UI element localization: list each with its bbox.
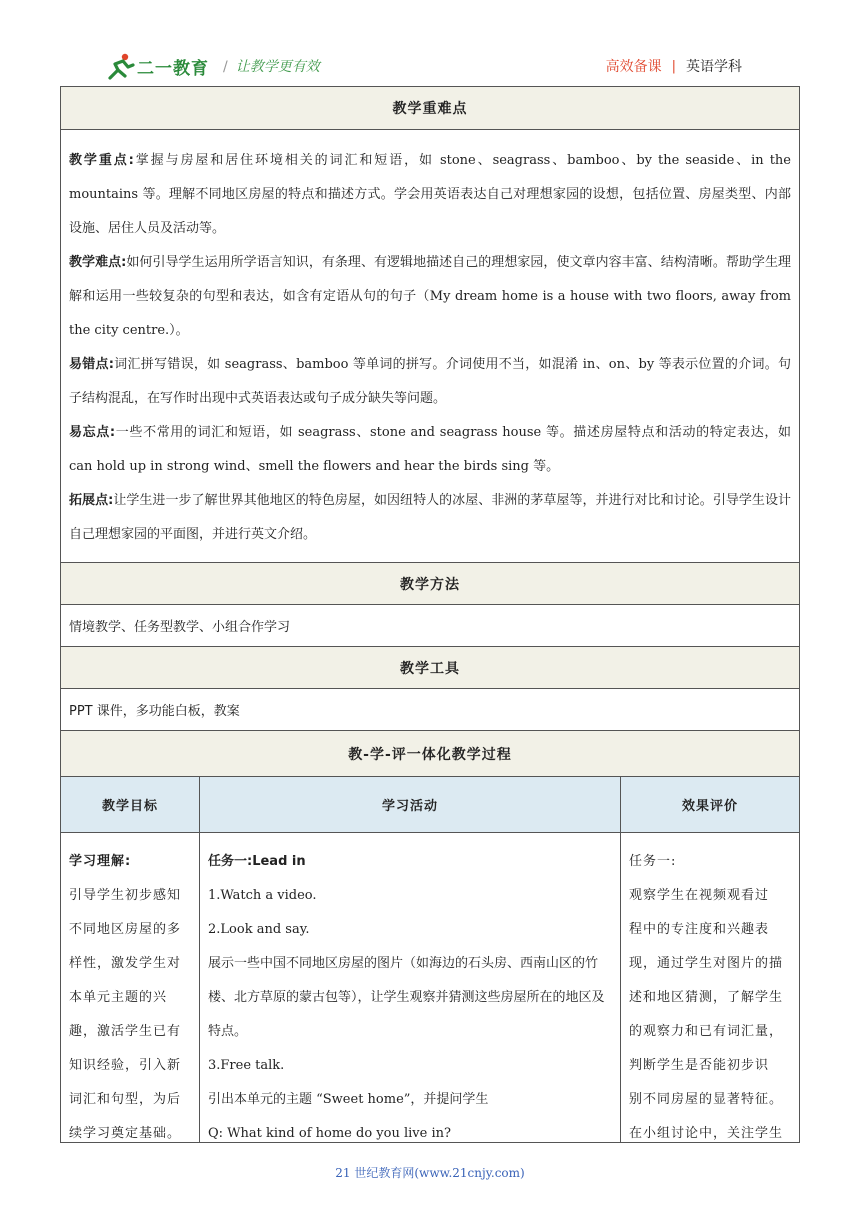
header-separator: | [671, 58, 676, 74]
evaluation-line: 述和地区猜测，了解学生 [629, 990, 784, 1005]
column-header-activity: 学习活动 [200, 777, 621, 832]
key-point-label: 拓展点: [69, 493, 114, 508]
lesson-plan-table [60, 86, 800, 1143]
key-point-paragraph [69, 416, 791, 484]
tools-text: PPT 课件，多功能白板，教案 [61, 688, 799, 730]
evaluation-line: 判断学生是否能初步识 [629, 1058, 770, 1073]
key-point-paragraph [69, 246, 791, 348]
key-point-text: 一些不常用的词汇和短语，如 seagrass、stone and seagrass house 等。描述房屋特点和活动的特定表达，如 can hold up in strong wind、smell the flowers and hear the birds sing 等。 [69, 425, 791, 474]
section-heading-methods: 教学方法 [61, 562, 799, 604]
page-header [60, 48, 800, 84]
objective-line: 样性，激发学生对 [69, 956, 182, 971]
key-point-label: 易忘点: [69, 425, 116, 440]
objective-cell [61, 833, 200, 1142]
key-point-label: 易错点: [69, 357, 114, 372]
runner-logo-icon [105, 52, 135, 80]
header-subject [606, 56, 742, 76]
evaluation-line: 任务一: [629, 854, 677, 869]
section-heading-key-points: 教学重难点 [61, 87, 799, 129]
process-table-header [61, 776, 799, 832]
header-subject-label: 英语学科 [686, 59, 742, 75]
slogan: / 让教学更有效 [223, 59, 320, 75]
activity-line: 3.Free talk. [208, 1058, 285, 1073]
evaluation-line: 现，通过学生对图片的描 [629, 956, 784, 971]
section-heading-tools: 教学工具 [61, 646, 799, 688]
evaluation-line: 的观察力和已有词汇量， [629, 1024, 784, 1039]
key-point-text: 掌握与房屋和居住环境相关的词汇和短语，如 stone、seagrass、bamboo、by the seaside、in the mountains 等。理解不同地区房屋的特点和描述方式。学会用英语表达自己对理想家园的设想，包括位置、房屋类型、内部设施、居住人员及活动等。 [69, 153, 791, 236]
page-footer[interactable]: 21 世纪教育网(www.21cnjy.com) [335, 1166, 525, 1180]
activity-title: 任务一:Lead in [208, 854, 306, 869]
column-header-objective: 教学目标 [61, 777, 200, 832]
key-points-block [61, 129, 799, 562]
key-point-paragraph [69, 348, 791, 416]
activity-line: 1.Watch a video. [208, 888, 317, 903]
header-highlight: 高效备课 [605, 59, 662, 75]
key-point-text: 词汇拼写错误，如 seagrass、bamboo 等单词的拼写。介词使用不当，如混淆 in、on、by 等表示位置的介词。句子结构混乱，在写作时出现中式英语表达或句子成分缺失等问题。 [69, 357, 791, 406]
evaluation-line: 程中的专注度和兴趣表 [629, 922, 770, 937]
objective-line: 不同地区房屋的多 [69, 922, 182, 937]
key-point-paragraph [69, 484, 791, 552]
logo-text: 二一教育 [137, 58, 209, 79]
evaluation-cell [621, 833, 799, 1142]
activity-line: Q: What kind of home do you live in? [208, 1126, 451, 1141]
activity-cell [200, 833, 621, 1142]
column-header-evaluation: 效果评价 [681, 799, 738, 814]
methods-text: 情境教学、任务型教学、小组合作学习 [61, 604, 799, 646]
key-point-paragraph [69, 144, 791, 246]
section-heading-process: 教-学-评一体化教学过程 [61, 730, 799, 776]
objective-line: 趣，激活学生已有 [69, 1024, 182, 1039]
objective-line: 引导学生初步感知 [69, 888, 182, 903]
objective-line: 本单元主题的兴 [69, 990, 168, 1005]
process-table-row [61, 832, 799, 1142]
key-point-text: 如何引导学生运用所学语言知识，有条理、有逻辑地描述自己的理想家园，使文章内容丰富、结构清晰。帮助学生理解和运用一些较复杂的句型和表达，如含有定语从句的句子（My dream home is a house with two floors, away from the city centre.）。 [69, 255, 791, 338]
activity-line: 展示一些中国不同地区房屋的图片（如海边的石头房、西南山区的竹楼、北方草原的蒙古包等），让学生观察并猜测这些房屋所在的地区及特点。 [208, 956, 605, 1039]
activity-line: 2.Look and say. [208, 922, 310, 937]
key-point-label: 教学难点: [69, 255, 127, 270]
evaluation-line: 别不同房屋的显著特征。 [629, 1092, 784, 1107]
slogan-text: 让教学更有效 [235, 59, 320, 75]
objective-line: 续学习奠定基础。 [69, 1126, 182, 1141]
objective-line: 知识经验，引入新 [69, 1058, 182, 1073]
key-point-label: 教学重点: [69, 153, 134, 168]
objective-line: 词汇和句型，为后 [69, 1092, 182, 1107]
evaluation-line: 在小组讨论中，关注学生 [629, 1126, 784, 1141]
activity-line: 引出本单元的主题 “Sweet home”，并提问学生 [208, 1092, 489, 1107]
brand-logo [105, 52, 209, 80]
key-point-text: 让学生进一步了解世界其他地区的特色房屋，如因纽特人的冰屋、非洲的茅草屋等，并进行对比和讨论。引导学生设计自己理想家园的平面图，并进行英文介绍。 [69, 493, 791, 542]
objective-line: 学习理解: [69, 854, 132, 869]
evaluation-line: 观察学生在视频观看过 [629, 888, 770, 903]
